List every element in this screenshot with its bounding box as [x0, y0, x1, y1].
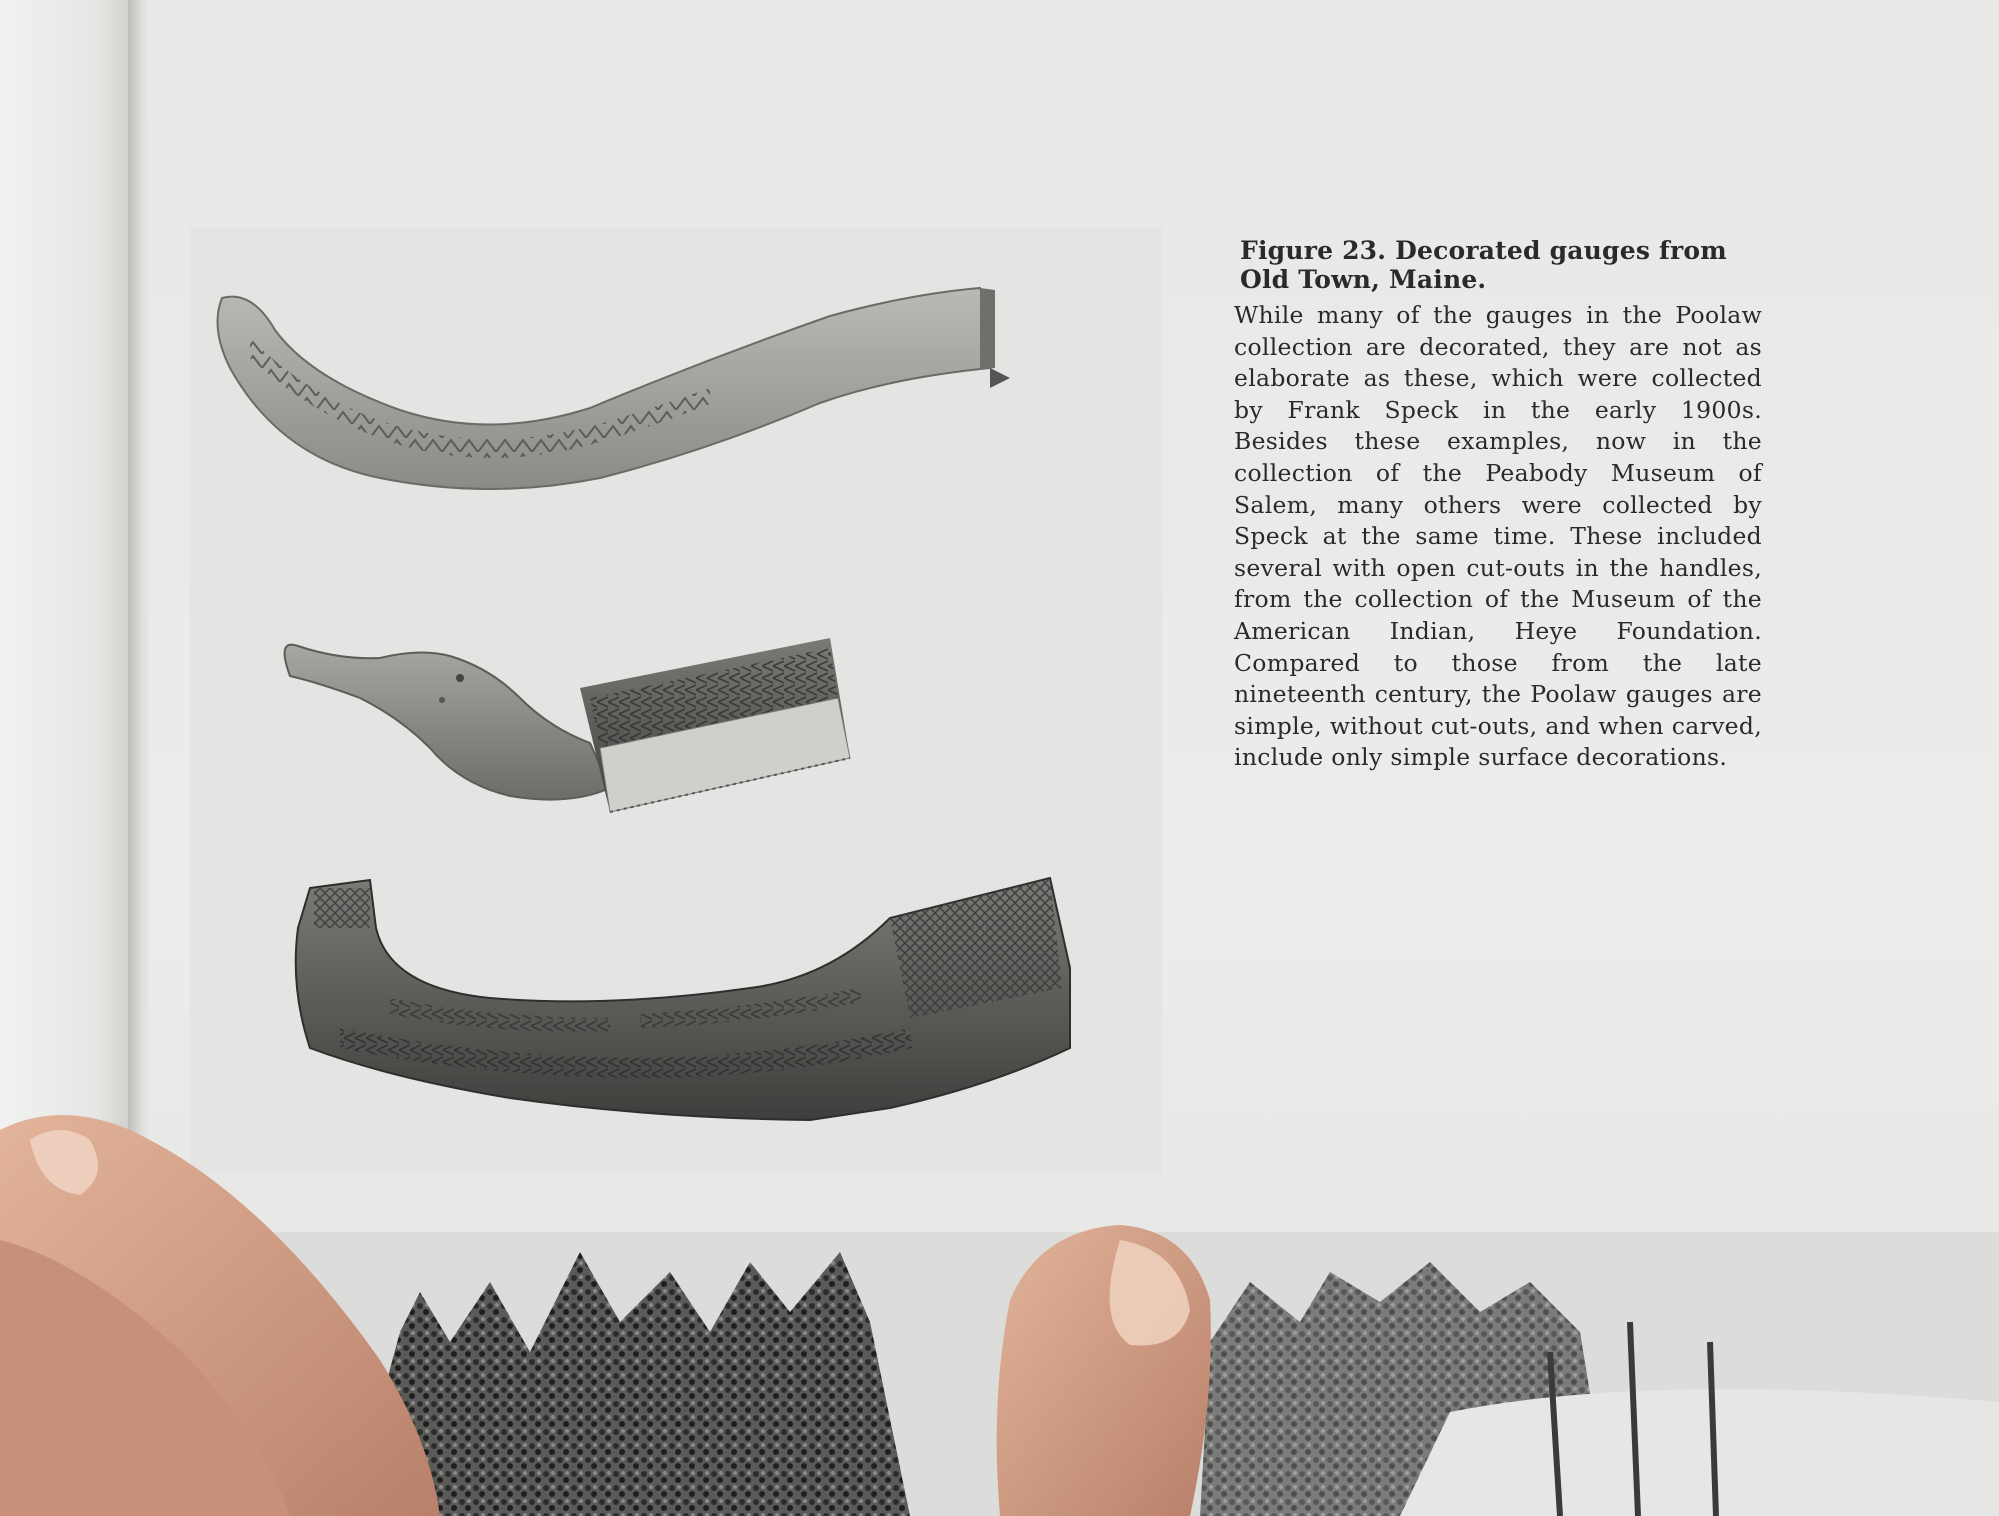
figure-body-text: While many of the gauges in the Poolaw collection are decorated, they are not as elaborate as these, which were collected by Frank Speck in the early 1900s. Besides these examples, now in the collection of the Peabody Museum of Salem, many others were collected by Speck at the same time. These included several with open cut-outs in the handles, from the collection of the Museum of the American Indian, Heye Foundation. Compared to those from the late nineteenth century, the Poolaw gauges are simple, without cut-outs, and when carved, include only simple surface decorations.: [1234, 301, 1762, 772]
gauge-top: [218, 288, 1011, 489]
gauge-bottom: [296, 878, 1070, 1120]
trees-photo: [150, 1232, 1999, 1516]
left-page-edge: [0, 0, 140, 1516]
figure-caption: [1234, 236, 1762, 774]
gauges-photo: [190, 228, 1162, 1174]
book-gutter: [128, 0, 150, 1516]
figure-title: Figure 23. Decorated gauges from Old Town, Maine.: [1240, 236, 1727, 294]
gauge-middle: [285, 638, 850, 812]
